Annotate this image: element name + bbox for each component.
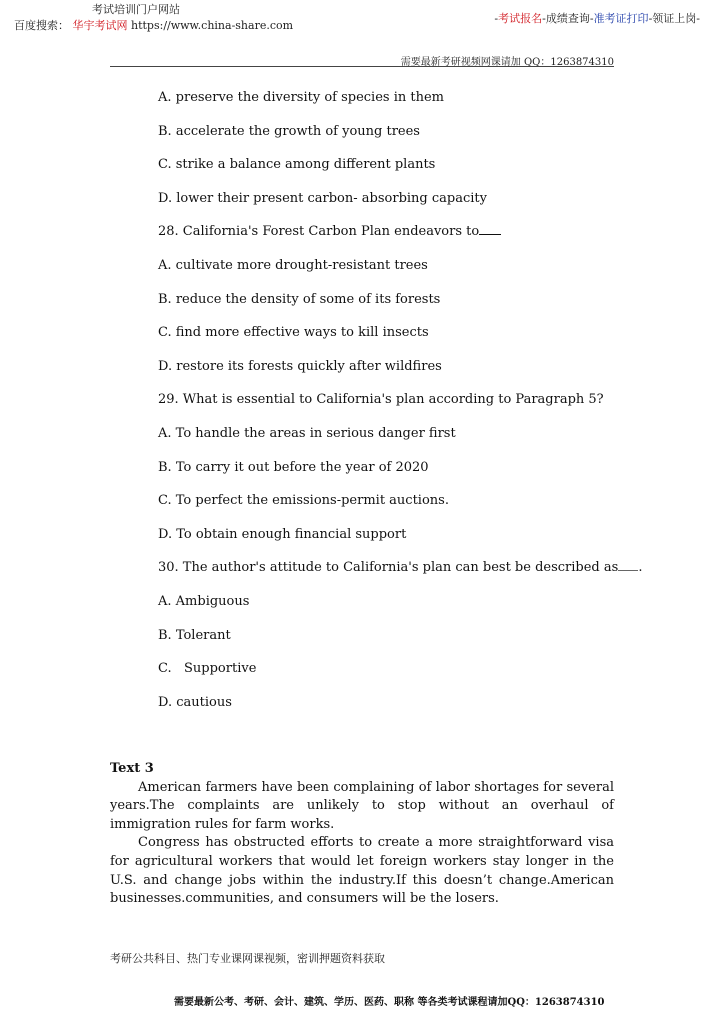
content-line <box>158 222 642 256</box>
line-text: D. lower their present carbon- absorbing capacity <box>158 190 487 206</box>
nav-link-scores[interactable]: 成绩查询 <box>545 12 590 25</box>
content-line <box>158 290 642 324</box>
line-text: A. To handle the areas in serious danger first <box>158 425 456 441</box>
question-options <box>158 88 642 726</box>
line-text: D. cautious <box>158 694 232 710</box>
line-text: B. reduce the density of some of its forests <box>158 291 441 307</box>
line-text: B. To carry it out before the year of 2020 <box>158 459 429 475</box>
paragraph-1: American farmers have been complaining of labor shortages for several years.The complaints are unlikely to stop without an overhaul of immigration rules for farm works. <box>110 779 614 832</box>
line-text: B. accelerate the growth of young trees <box>158 123 420 139</box>
content-line <box>158 323 642 357</box>
paragraph-2: Congress has obstructed efforts to create a more straightforward visa for agricultural workers that would let foreign workers stay longer in the U.S. and change jobs within the industry.If this doesn’t change.American businesses.communities, and consumers will be the losers. <box>110 835 614 907</box>
page-header-left <box>14 2 293 34</box>
content-line <box>158 424 642 458</box>
content-line <box>158 558 642 592</box>
line-text: B. Tolerant <box>158 627 231 643</box>
answer-blank <box>618 558 638 571</box>
content-line <box>158 659 642 693</box>
content-line <box>158 491 642 525</box>
line-text: C. Supportive <box>158 661 257 677</box>
line-text: C. find more effective ways to kill insects <box>158 325 429 341</box>
content-line <box>158 189 642 223</box>
line-suffix: . <box>638 560 643 576</box>
nav-link-register[interactable]: 考试报名 <box>498 12 543 25</box>
section-title: Text 3 <box>110 761 154 776</box>
content-line <box>158 390 642 424</box>
content-line <box>158 256 642 290</box>
content-line <box>158 693 642 727</box>
content-line <box>158 155 642 189</box>
brand-link[interactable]: 华宇考试网 <box>72 19 128 32</box>
line-text: A. cultivate more drought-resistant trees <box>158 257 428 273</box>
content-line <box>158 626 642 660</box>
answer-blank <box>479 222 501 235</box>
nav-link-certificate[interactable]: 领证上岗 <box>652 12 697 25</box>
content-line <box>158 88 642 122</box>
header-divider <box>110 66 614 67</box>
line-text: 28. California's Forest Carbon Plan endeavors to <box>158 224 480 240</box>
line-text: A. preserve the diversity of species in them <box>158 90 444 105</box>
header-nav: -考试报名-成绩查询-准考证打印-领证上岗- <box>494 12 700 25</box>
footer-contact: 需要最新公考、考研、会计、建筑、学历、医药、职称 等各类考试课程请加QQ：1263874310 <box>174 997 605 1008</box>
line-text: D. To obtain enough financial support <box>158 526 407 542</box>
qq-notice: 需要最新考研视频网课请加 QQ：1263874310 <box>400 57 614 68</box>
content-line <box>158 592 642 626</box>
line-text: D. restore its forests quickly after wildfires <box>158 358 442 374</box>
site-url[interactable]: https://www.china-share.com <box>131 19 294 32</box>
nav-link-admission-ticket[interactable]: 准考证打印 <box>593 12 649 25</box>
search-prefix: 百度搜索： <box>14 19 69 32</box>
line-text: A. Ambiguous <box>158 593 250 609</box>
line-text: C. strike a balance among different plants <box>158 157 436 173</box>
footer-note: 考研公共科目、热门专业课网课视频，密训押题资料获取 <box>110 952 385 965</box>
search-line <box>14 18 293 34</box>
site-name: 考试培训门户网站 <box>92 3 180 16</box>
line-text: 29. What is essential to California's plan according to Paragraph 5? <box>158 392 604 408</box>
content-line <box>158 357 642 391</box>
text3-section <box>110 760 614 909</box>
content-line <box>158 122 642 156</box>
line-text: 30. The author's attitude to California's plan can best be described as <box>158 560 619 576</box>
line-text: C. To perfect the emissions-permit auctions. <box>158 493 449 509</box>
content-line <box>158 458 642 492</box>
content-line <box>158 525 642 559</box>
